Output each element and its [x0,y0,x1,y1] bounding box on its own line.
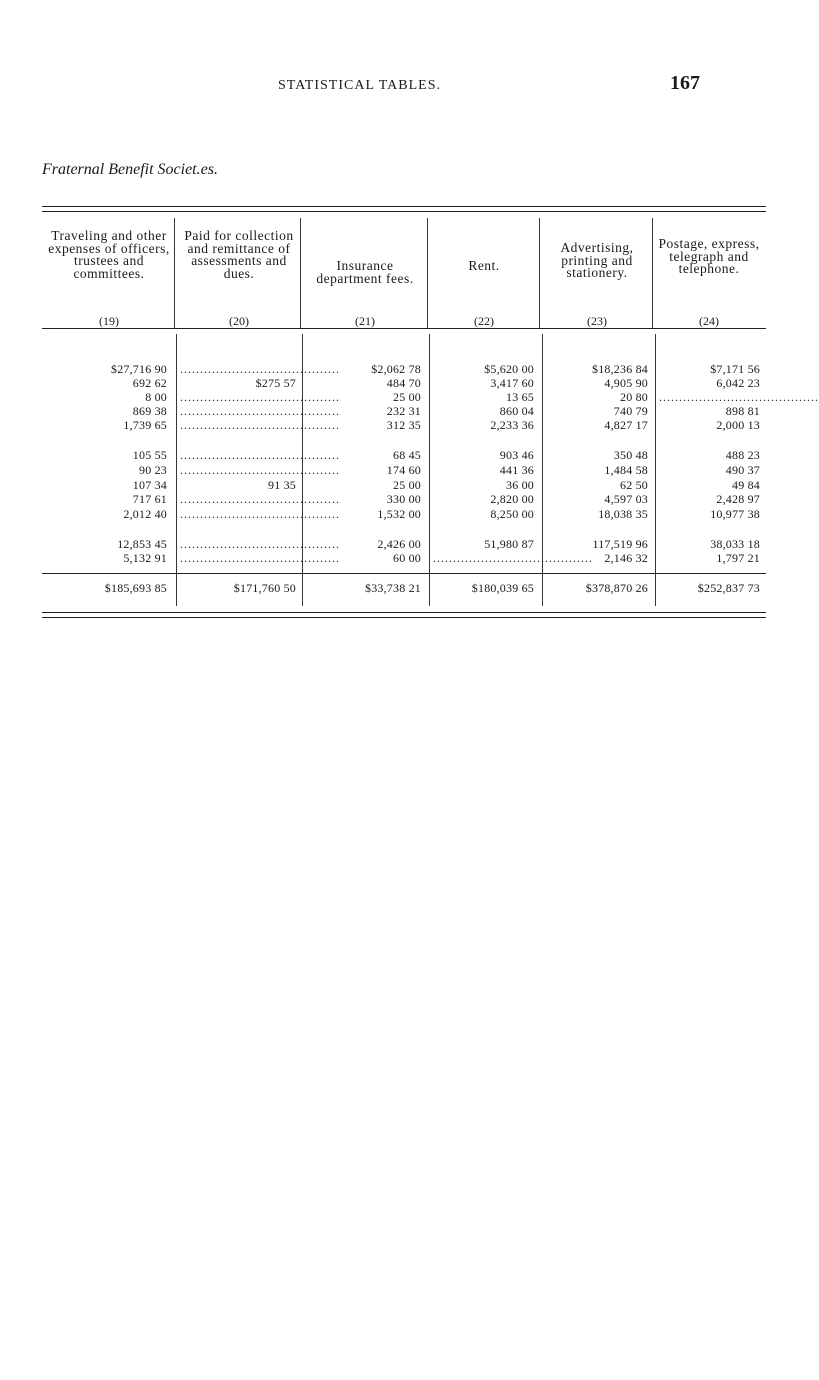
table-cell: 10,977 38 [710,507,760,521]
table-cell: 60 00 [393,551,421,565]
table-cell: 4,905 90 [604,376,648,390]
leader-dots: ........................................ [433,551,593,565]
table-cell: 4,597 03 [604,492,648,506]
table-cell: 68 45 [393,448,421,462]
column-header-traveling: Traveling and other expenses of officers, trustees and committees. [48,228,170,281]
table-cell: 903 46 [499,448,534,462]
column-header-insurance-fees: Insurance department fees. [316,258,414,286]
table-cell: 869 38 [132,404,167,418]
table-cell: 2,012 40 [123,507,167,521]
table-cell: 2,426 00 [377,537,421,551]
total-cell: $252,837 73 [697,581,760,595]
table-cell: 105 55 [132,448,167,462]
col-divider [652,218,653,328]
table-cell: 174 60 [386,463,421,477]
table-cell: 441 36 [499,463,534,477]
col-divider [542,334,543,606]
table-cell: 232 31 [386,404,421,418]
table-cell: $2,062 78 [371,362,421,376]
total-cell: $378,870 26 [585,581,648,595]
column-header-rent: Rent. [468,258,500,273]
col-divider [655,334,656,606]
table-cell: 38,033 18 [710,537,760,551]
leader-dots: ........................................ [180,551,340,565]
col-divider [174,218,175,328]
table-cell: 91 35 [268,478,296,492]
table-cell: 25 00 [393,390,421,404]
bottom-rule-1 [42,612,766,613]
table-cell: $27,716 90 [111,362,167,376]
table-cell: 18,038 35 [598,507,648,521]
table-cell: 1,532 00 [377,507,421,521]
table-cell: 312 35 [386,418,421,432]
total-cell: $180,039 65 [471,581,534,595]
table-cell: 117,519 96 [592,537,648,551]
table-cell: 717 61 [132,492,167,506]
table-cell: 25 00 [393,478,421,492]
table-cell: 51,980 87 [484,537,534,551]
table-cell: 62 50 [620,478,648,492]
table-cell: 692 62 [132,376,167,390]
column-header-postage: Postage, express, telegraph and telephone. [658,236,760,276]
table-cell: 860 04 [499,404,534,418]
leader-dots: ........................................ [180,537,340,551]
col-divider [176,334,177,606]
table-cell: 12,853 45 [117,537,167,551]
leader-dots: ........................................ [180,507,340,521]
table-cell: 5,132 91 [123,551,167,565]
table-cell: 2,000 13 [716,418,760,432]
table-cell: $5,620 00 [484,362,534,376]
table-cell: 49 84 [732,478,760,492]
total-cell: $185,693 85 [104,581,167,595]
column-number: (19) [99,314,119,328]
page-number: 167 [670,72,700,94]
table-cell: 740 79 [613,404,648,418]
table-cell: 1,739 65 [123,418,167,432]
table-cell: 20 80 [620,390,648,404]
total-cell: $171,760 50 [233,581,296,595]
table-cell: 1,797 21 [716,551,760,565]
col-divider [539,218,540,328]
column-number: (21) [355,314,375,328]
table-cell: 2,820 00 [490,492,534,506]
table-cell: $275 57 [255,376,296,390]
table-cell: 2,233 36 [490,418,534,432]
table-cell: 2,146 32 [604,551,648,565]
column-header-collection: Paid for collection and remittance of assessments and dues. [184,228,294,281]
table-cell: 4,827 17 [604,418,648,432]
total-cell: $33,738 21 [365,581,421,595]
table-cell: 107 34 [132,478,167,492]
leader-dots: ........................................ [659,390,819,404]
leader-dots: ........................................ [180,362,340,376]
column-number: (20) [229,314,249,328]
table-cell: $18,236 84 [592,362,648,376]
table-cell: 490 37 [725,463,760,477]
leader-dots: ........................................ [180,418,340,432]
bottom-rule-2 [42,617,766,618]
leader-dots: ........................................ [180,492,340,506]
leader-dots: ........................................ [180,463,340,477]
column-number: (23) [587,314,607,328]
column-header-advertising: Advertising, printing and stationery. [560,240,634,280]
table-cell: 350 48 [613,448,648,462]
table-cell: 330 00 [386,492,421,506]
table-cell: 8,250 00 [490,507,534,521]
top-rule-2 [42,211,766,212]
top-rule-1 [42,206,766,207]
col-divider [427,218,428,328]
column-number: (22) [474,314,494,328]
table-cell: 13 65 [506,390,534,404]
table-cell: 2,428 97 [716,492,760,506]
running-head: STATISTICAL TABLES. [278,78,441,93]
leader-dots: ........................................ [180,390,340,404]
section-title: Fraternal Benefit Societ.es. [42,161,218,178]
col-divider [300,218,301,328]
col-divider [429,334,430,606]
table-cell: 488 23 [725,448,760,462]
table-cell: 1,484 58 [604,463,648,477]
table-cell: 898 81 [725,404,760,418]
table-cell: 8 00 [145,390,167,404]
leader-dots: ........................................ [180,404,340,418]
table-cell: 36 00 [506,478,534,492]
table-cell: $7,171 56 [710,362,760,376]
table-cell: 3,417 60 [490,376,534,390]
totals-rule [42,573,766,574]
table-cell: 6,042 23 [716,376,760,390]
table-cell: 90 23 [139,463,167,477]
column-number: (24) [699,314,719,328]
table-cell: 484 70 [386,376,421,390]
leader-dots: ........................................ [180,448,340,462]
